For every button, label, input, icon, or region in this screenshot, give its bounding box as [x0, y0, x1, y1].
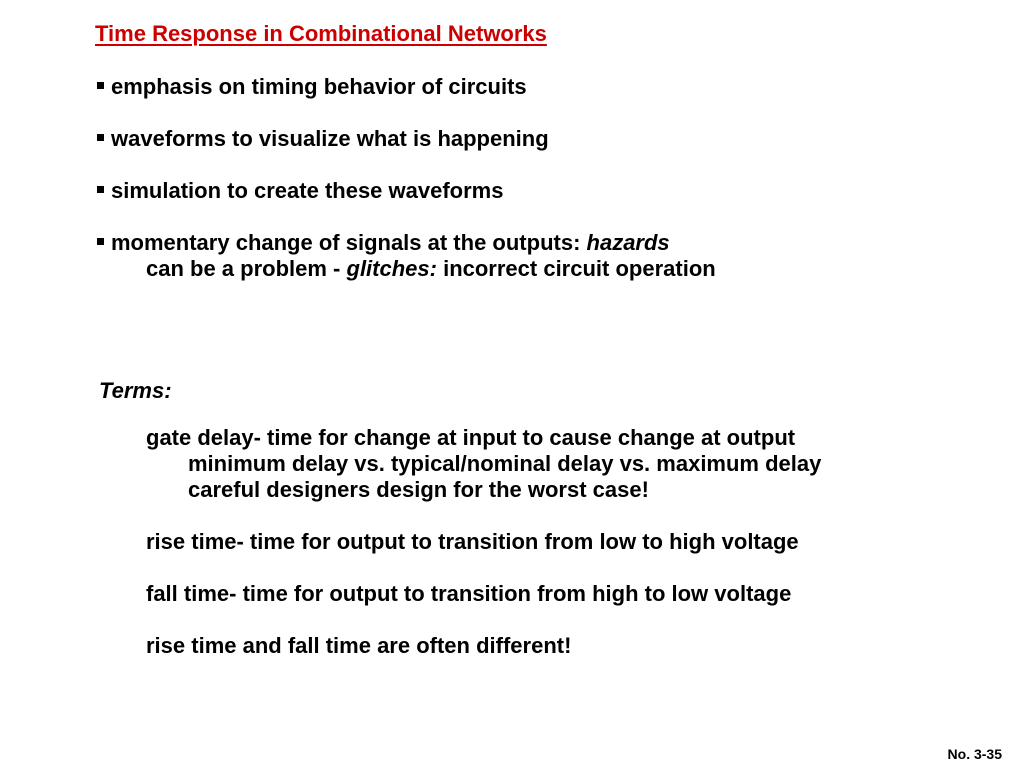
bullet-continuation	[97, 256, 716, 282]
term-subline: minimum delay vs. typical/nominal delay vs. maximum delay	[188, 451, 822, 476]
term-text: rise time- time for output to transition from low to high voltage	[146, 529, 799, 554]
continuation-text-before: can be a problem -	[146, 256, 347, 281]
square-bullet-icon	[97, 238, 104, 245]
slide-number: No. 3-35	[947, 746, 1002, 762]
bullet-text: waveforms to visualize what is happening	[111, 126, 549, 151]
terms-heading: Terms:	[99, 378, 172, 403]
bullet-text	[111, 230, 670, 256]
bullet-list	[97, 74, 716, 282]
term-item	[146, 529, 821, 555]
term-subline: careful designers design for the worst case!	[188, 477, 649, 502]
term-text: gate delay- time for change at input to cause change at output	[146, 425, 796, 450]
bullet-item	[97, 74, 716, 100]
bullet-item	[97, 178, 716, 204]
bullet-text-emphasis: hazards	[586, 230, 670, 255]
continuation-text-emphasis: glitches:	[346, 256, 437, 281]
bullet-text-main: momentary change of signals at the outputs:	[111, 230, 587, 255]
term-text: fall time- time for output to transition from high to low voltage	[146, 581, 792, 606]
square-bullet-icon	[97, 134, 104, 141]
term-text: rise time and fall time are often different!	[146, 633, 572, 658]
terms-list	[146, 425, 821, 659]
bullet-text: simulation to create these waveforms	[111, 178, 504, 203]
square-bullet-icon	[97, 186, 104, 193]
term-item	[146, 425, 821, 503]
bullet-item	[97, 126, 716, 152]
term-item	[146, 581, 821, 607]
bullet-item	[97, 230, 716, 256]
term-item	[146, 633, 821, 659]
square-bullet-icon	[97, 82, 104, 89]
slide-title: Time Response in Combinational Networks	[95, 21, 547, 46]
continuation-text-after: incorrect circuit operation	[436, 256, 716, 281]
bullet-text: emphasis on timing behavior of circuits	[111, 74, 527, 99]
